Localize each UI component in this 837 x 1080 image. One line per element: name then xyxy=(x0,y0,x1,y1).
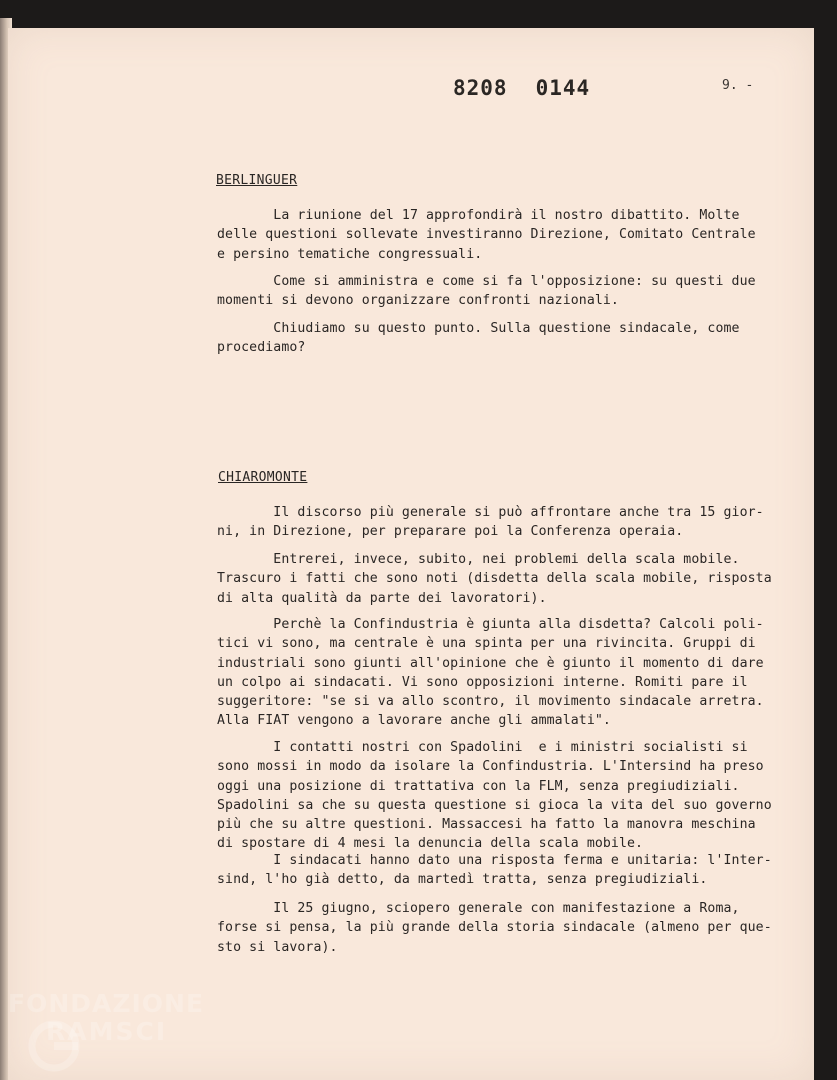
paragraph: Il 25 giugno, sciopero generale con manifestazione a Roma, forse si pensa, la più grande della storia sindacale (almeno per que- sto si lavora). xyxy=(217,901,772,955)
speaker-heading-chiaromonte: CHIAROMONTE xyxy=(218,470,308,485)
paragraph: Il discorso più generale si può affrontare anche tra 15 gior- ni, in Direzione, per preparare poi la Conferenza operaia. xyxy=(217,505,764,540)
watermark-line-1: FONDAZIONE xyxy=(8,989,205,1018)
watermark xyxy=(8,990,204,1046)
speaker-heading-berlinguer: BERLINGUER xyxy=(216,173,298,188)
watermark-line-2: RAMSCI xyxy=(46,1017,168,1046)
stamp-number-2: 0144 xyxy=(535,76,591,100)
stamp-number-1: 8208 xyxy=(453,76,508,100)
paragraph: Chiudiamo su questo punto. Sulla questione sindacale, come procediamo? xyxy=(217,321,740,356)
archive-stamp xyxy=(453,76,590,100)
paragraph: Perchè la Confindustria è giunta alla disdetta? Calcoli poli- tici vi sono, ma centrale è una spinta per una rivincita. Gruppi di industriali sono giunti all'opinione che è giunto il momento di dare un colpo ai sindacati. Vi sono opposizioni interne. Romiti pare il suggeritore: "se si va allo scontro, il movimento sindacale arretra. Alla FIAT vengono a lavorare anche gli ammalati". xyxy=(217,617,764,729)
paragraph: Come si amministra e come si fa l'opposizione: su questi due momenti si devono organizzare confronti nazionali. xyxy=(217,274,756,309)
paragraph: Entrerei, invece, subito, nei problemi della scala mobile. Trascuro i fatti che sono noti (disdetta della scala mobile, risposta di alta qualità da parte dei lavoratori). xyxy=(217,552,772,606)
document-page xyxy=(8,28,814,1080)
paragraph: I contatti nostri con Spadolini e i ministri socialisti si sono mossi in modo da isolare la Confindustria. L'Intersind ha preso oggi una posizione di trattativa con la FLM, senza pregiudiziali. Spadolini sa che su questa questione si gioca la vita del suo governo più che su altre questioni. Massaccesi ha fatto la manovra meschina di spostare di 4 mesi la denuncia della scala mobile. xyxy=(217,740,772,852)
paragraph: La riunione del 17 approfondirà il nostro dibattito. Molte delle questioni sollevate investiranno Direzione, Comitato Centrale e persino tematiche congressuali. xyxy=(217,208,756,262)
page-number: 9. - xyxy=(722,78,754,93)
paragraph: I sindacati hanno dato una risposta ferma e unitaria: l'Inter- sind, l'ho già detto, da martedì tratta, senza pregiudiziali. xyxy=(217,853,772,888)
